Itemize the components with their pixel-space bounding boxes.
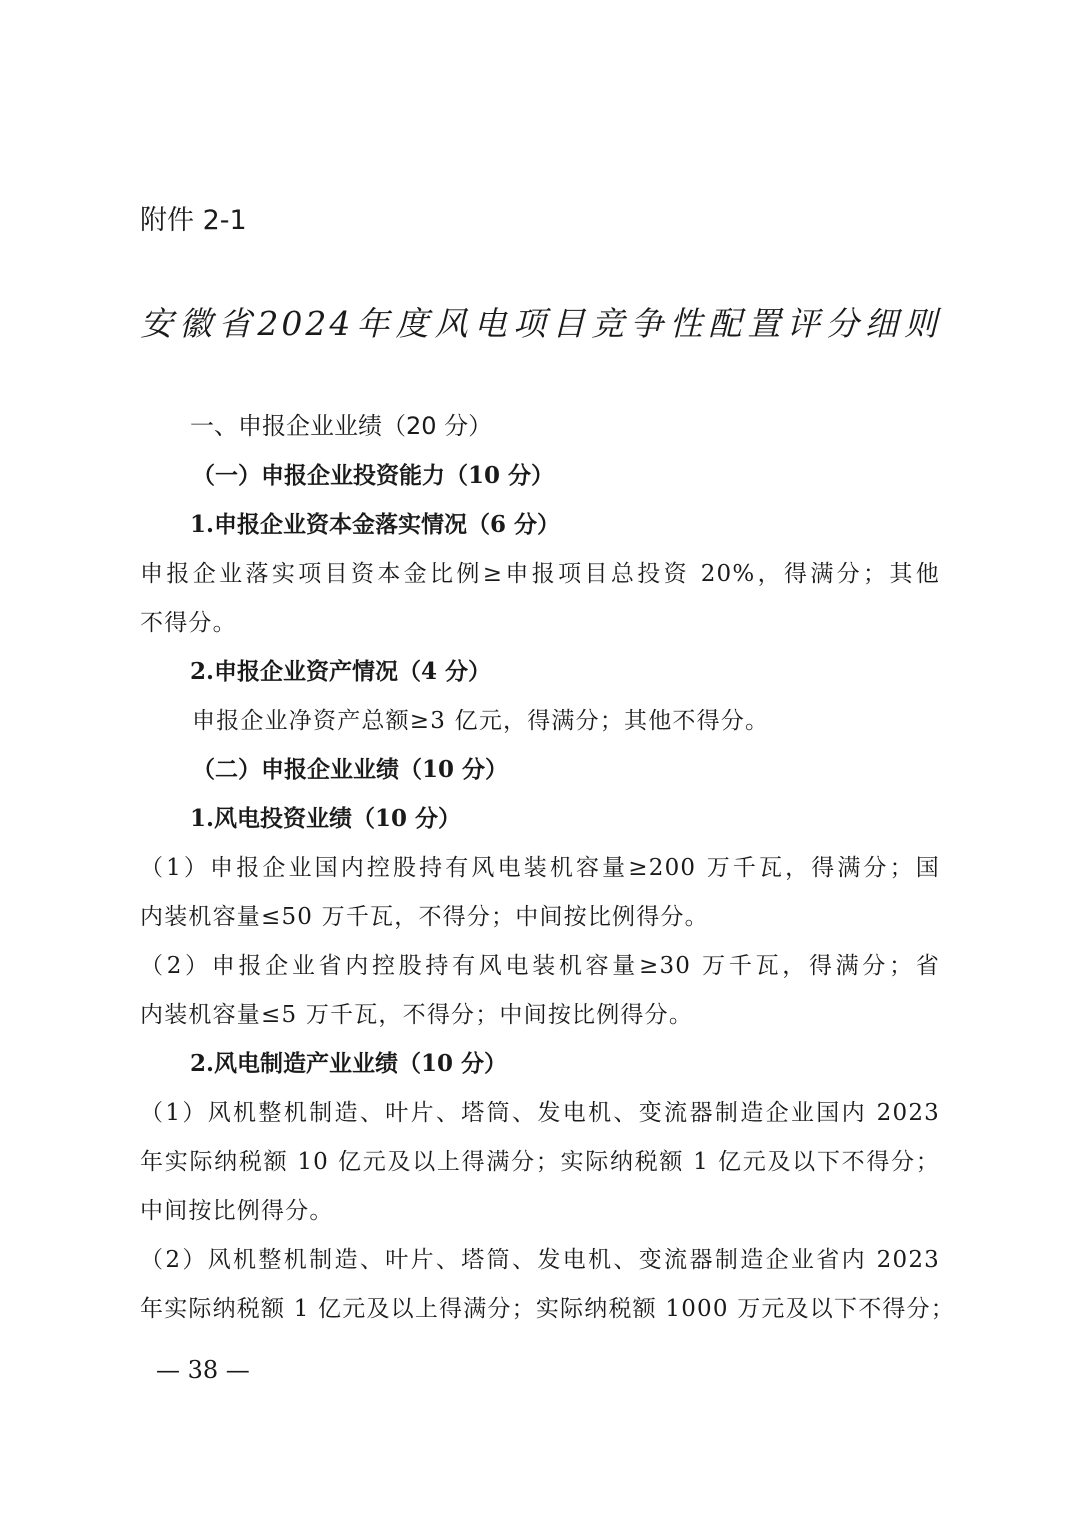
attachment-label: 附件 2-1	[140, 205, 247, 236]
paragraph-line: 中间按比例得分。	[140, 1198, 334, 1224]
paragraph-line: 不得分。	[140, 610, 237, 636]
subsection-heading: （一）申报企业投资能力（10 分）	[192, 462, 555, 489]
paragraph-line: 内装机容量≤5 万千瓦，不得分；中间按比例得分。	[140, 1002, 694, 1028]
page-number: — 38 —	[156, 1356, 250, 1384]
item-heading: 2.申报企业资产情况（4 分）	[190, 658, 492, 685]
paragraph-line: 年实际纳税额 1 亿元及以上得满分；实际纳税额 1000 万元及以下不得分；	[140, 1296, 956, 1322]
item-heading: 1.风电投资业绩（10 分）	[190, 805, 462, 832]
subsection-heading: （二）申报企业业绩（10 分）	[192, 756, 509, 783]
paragraph-line: 申报企业净资产总额≥3 亿元，得满分；其他不得分。	[192, 708, 770, 734]
paragraph-line: （1）申报企业国内控股持有风电装机容量≥200 万千瓦，得满分；国	[140, 855, 940, 881]
paragraph-line: （1）风机整机制造、叶片、塔筒、发电机、变流器制造企业国内 2023	[140, 1100, 940, 1126]
paragraph-line: 内装机容量≤50 万千瓦，不得分；中间按比例得分。	[140, 904, 709, 930]
paragraph-line: （2）申报企业省内控股持有风电装机容量≥30 万千瓦，得满分；省	[140, 953, 940, 979]
paragraph-line: 年实际纳税额 10 亿元及以上得满分；实际纳税额 1 亿元及以下不得分；	[140, 1149, 940, 1175]
document-title: 安徽省2024年度风电项目竞争性配置评分细则	[140, 304, 940, 343]
item-heading: 2.风电制造产业业绩（10 分）	[190, 1050, 508, 1077]
item-heading: 1.申报企业资本金落实情况（6 分）	[190, 511, 561, 538]
paragraph-line: 申报企业落实项目资本金比例≥申报项目总投资 20%，得满分；其他	[140, 561, 940, 587]
section-heading: 一、申报企业业绩（20 分）	[190, 412, 493, 440]
paragraph-line: （2）风机整机制造、叶片、塔筒、发电机、变流器制造企业省内 2023	[140, 1247, 940, 1273]
